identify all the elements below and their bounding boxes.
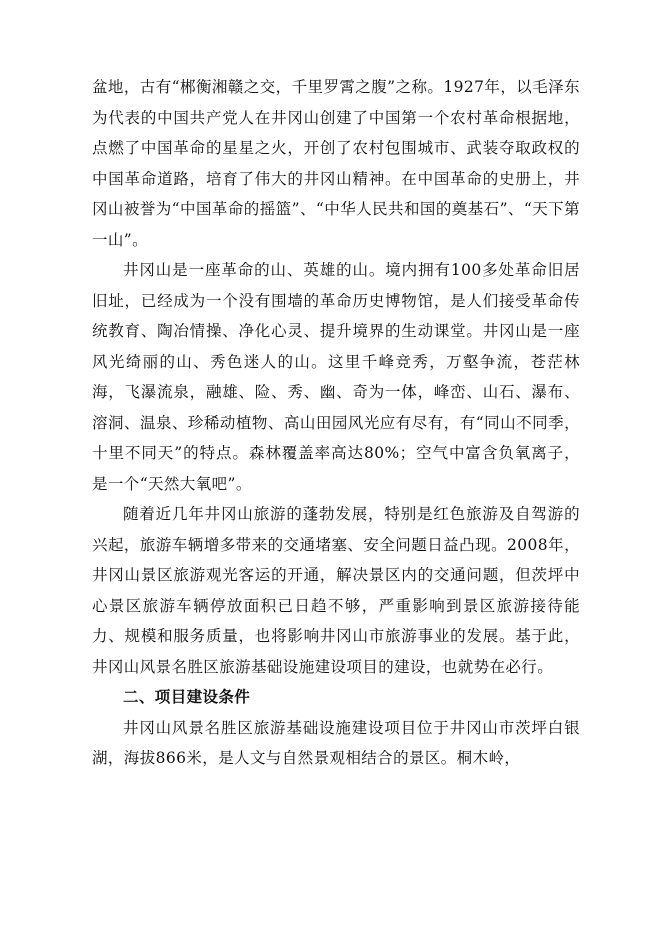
paragraph-3: 随着近几年井冈山旅游的蓬勃发展，特别是红色旅游及自驾游的兴起，旅游车辆增多带来的交通堵塞、安全问题日益凸现。2008年，井冈山景区旅游观光客运的开通，解决景区内的交通问题，但茨坪中心景区旅游车辆停放面积已日趋不够，严重影响到景区旅游接待能力、规模和服务质量，也将影响井冈山市旅游事业的发展。基于此，井冈山风景名胜区旅游基础设施建设项目的建设，也就势在必行。 [92,505,580,676]
section-heading: 二、项目建设条件 [123,688,251,706]
document-body [92,72,580,774]
paragraph-4: 井冈山风景名胜区旅游基础设施建设项目位于井冈山市茨坪白银湖，海拔866米，是人文与自然景观相结合的景区。桐木岭， [92,718,580,767]
paragraph-1: 盆地，古有“郴衡湘赣之交，千里罗霄之腹”之称。1927年，以毛泽东为代表的中国共产党人在井冈山创建了中国第一个农村革命根据地，点燃了中国革命的星星之火，开创了农村包围城市、武装夺取政权的中国革命道路，培育了伟大的井冈山精神。在中国革命的史册上，井冈山被誉为“中国革命的摇篮”、“中华人民共和国的奠基石”、“天下第一山”。 [92,78,580,249]
paragraph-2: 井冈山是一座革命的山、英雄的山。境内拥有100多处革命旧居旧址，已经成为一个没有围墙的革命历史博物馆，是人们接受革命传统教育、陶冶情操、净化心灵、提升境界的生动课堂。井冈山是一座风光绮丽的山、秀色迷人的山。这里千峰竞秀，万壑争流，苍茫林海，飞瀑流泉，融雄、险、秀、幽、奇为一体，峰峦、山石、瀑布、溶洞、温泉、珍稀动植物、高山田园风光应有尽有，有“同山不同季，十里不同天”的特点。森林覆盖率高达80%；空气中富含负氧离子，是一个“天然大氧吧”。 [92,261,580,493]
